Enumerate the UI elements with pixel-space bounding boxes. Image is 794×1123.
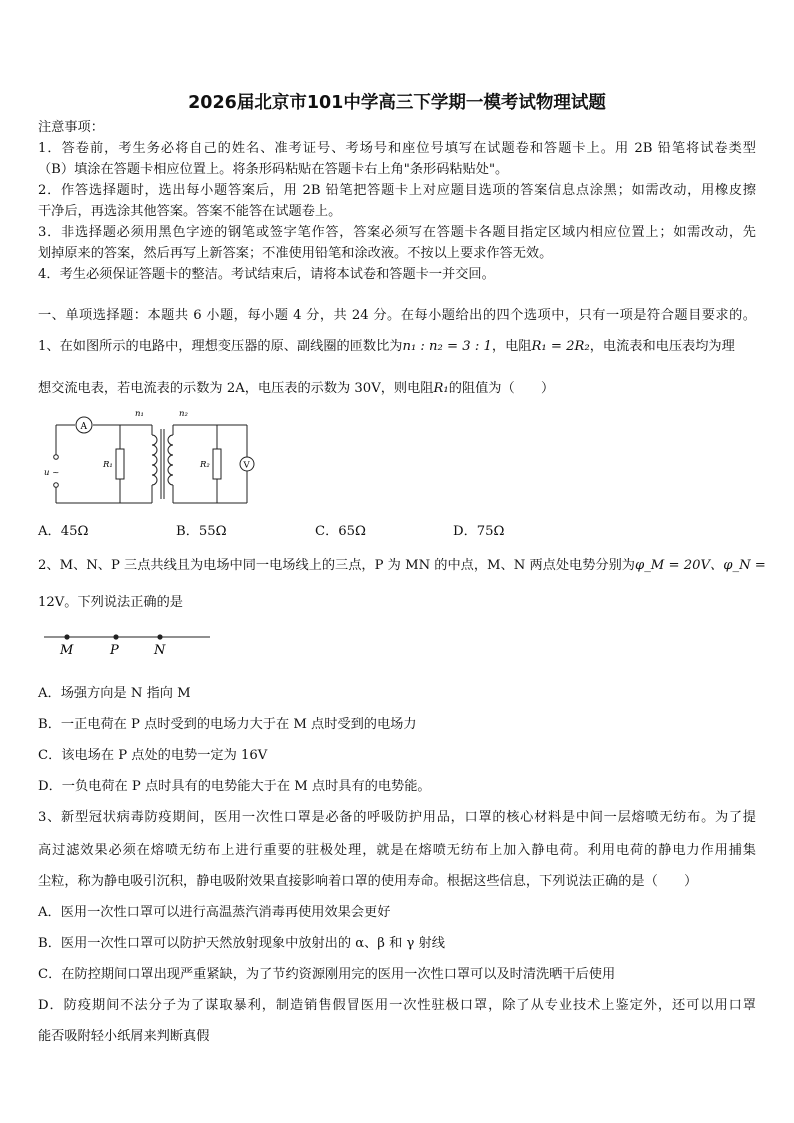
q2-field-line-figure [40,628,220,658]
point-p [113,634,118,639]
q3-option-b: B．医用一次性口罩可以防护天然放射现象中放射出的 α、β 和 γ 射线 [38,936,445,951]
ammeter-label: A [80,422,87,432]
input-terminal-top [54,455,59,460]
notice-line-5: 3．非选择题必须用黑色字迹的钢笔或签字笔作答，答案必须写在答题卡各题目指定区域内相应位置上；如需改动，先 [38,225,756,240]
q1-circuit-figure [40,405,270,510]
q3-option-a: A．医用一次性口罩可以进行高温蒸汽消毒再使用效果会更好 [38,905,391,920]
q2-option-b: B．一正电荷在 P 点时受到的电场力大于在 M 点时受到的电场力 [38,717,417,732]
q3-line-1: 3、新型冠状病毒防疫期间，医用一次性口罩是必备的呼吸防护用品，口罩的核心材料是中间一层熔喷无纺布。为了提 [38,810,756,825]
q2-line-2: 12V。下列说法正确的是 [38,595,183,610]
q2-option-a: A．场强方向是 N 指向 M [38,686,191,701]
point-m [64,634,69,639]
q2-option-c: C．该电场在 P 点处的电势一定为 16V [38,748,268,763]
q1-r1-symbol: R₁ [433,381,449,396]
label-m: M [60,643,74,658]
q1-turns-ratio: n₁ : n₂ = 3 : 1 [402,339,492,354]
q1-line-1 [38,338,735,356]
q2-option-d: D．一负电荷在 P 点时具有的电势能大于在 M 点时具有的电势能。 [38,779,431,794]
q2-potentials: φ_M = 20V、φ_N = [634,558,766,573]
input-terminal-bottom [54,483,59,488]
n1-label: n₁ [135,409,144,419]
notice-line-6: 划掉原来的答案，然后再写上新答案；不准使用铅笔和涂改液。不按以上要求作答无效。 [38,246,553,261]
page-title: 2026届北京市101中学高三下学期一模考试物理试题 [188,93,606,113]
q3-option-c: C．在防控期间口罩出现严重紧缺，为了节约资源刚用完的医用一次性口罩可以及时清洗晒干后使用 [38,967,616,982]
q1-line-2 [38,380,554,398]
label-p: P [110,643,119,658]
q1-option-d: D．75Ω [453,524,505,539]
r1-label: R₁ [103,460,113,470]
q1-text-d: 想交流电表，若电流表的示数为 2A，电压表的示数为 30V，则电阻 [38,381,434,396]
label-n: N [154,643,166,658]
q3-line-2: 高过滤效果必须在熔喷无纺布上进行重要的驻极处理，就是在熔喷无纺布上加入静电荷。利用电荷的静电力作用捕集 [38,843,756,858]
q2-text-a: 2、M、N、P 三点共线且为电场中同一电场线上的三点，P 为 MN 的中点，M、N 两点处电势分别为 [38,558,635,573]
q1-text-b: ，电阻 [491,339,532,354]
voltmeter-label: V [243,460,250,471]
q3-option-d-cont: 能否吸附轻小纸屑来判断真假 [38,1029,210,1044]
notice-line-4: 干净后，再选涂其他答案。答案不能答在试题卷上。 [38,204,342,219]
r2-label: R₂ [200,460,210,470]
section-heading: 一、单项选择题：本题共 6 小题，每小题 4 分，共 24 分。在每小题给出的四个选项中，只有一项是符合题目要求的。 [38,308,756,323]
q1-option-a: A．45Ω [38,524,89,539]
q1-text-a: 1、在如图所示的电路中，理想变压器的原、副线圈的匝数比为 [38,339,403,354]
q1-resistance-relation: R₁ = 2R₂ [531,339,590,354]
q1-option-c: C．65Ω [315,524,366,539]
q3-option-d: D．防疫期间不法分子为了谋取暴利，制造销售假冒医用一次性驻极口罩，除了从专业技术上鉴定外，还可以用口罩 [38,998,756,1013]
notice-heading: 注意事项： [38,120,104,135]
notice-line-1: 1．答卷前，考生务必将自己的姓名、准考证号、考场号和座位号填写在试题卷和答题卡上。用 2B 铅笔将试卷类型 [38,141,756,156]
notice-line-3: 2．作答选择题时，选出每小题答案后，用 2B 铅笔把答题卡上对应题目选项的答案信息点涂黑；如需改动，用橡皮擦 [38,183,756,198]
n2-label: n₂ [179,409,188,419]
point-n [157,634,162,639]
q2-line-1 [38,557,766,575]
q3-line-3: 尘粒，称为静电吸引沉积，静电吸附效果直接影响着口罩的使用寿命。根据这些信息，下列说法正确的是（ ） [38,874,698,889]
q1-option-b: B．55Ω [176,524,227,539]
q1-text-c: ，电流表和电压表均为理 [589,339,735,354]
source-label: u ~ [44,468,60,478]
q1-text-e: 的阻值为（ ） [448,381,555,396]
notice-line-2: （B）填涂在答题卡相应位置上。将条形码粘贴在答题卡右上角"条形码粘贴处"。 [38,162,509,177]
notice-line-7: 4．考生必须保证答题卡的整洁。考试结束后，请将本试卷和答题卡一并交回。 [38,267,495,282]
